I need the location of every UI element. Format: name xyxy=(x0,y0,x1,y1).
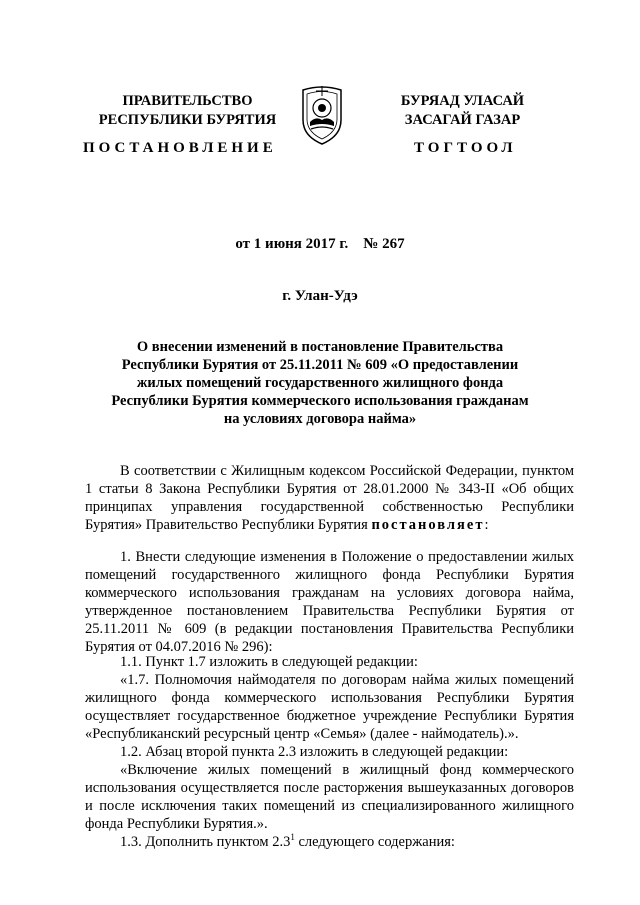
header-left-word: ПОСТАНОВЛЕНИЕ xyxy=(83,140,277,156)
preamble-text: В соответствии с Жилищным кодексом Российской Федерации, пунктом 1 статьи 8 Закона Республики Бурятия от 28.01.2000 № 343-II «Об общих принципах управления государственной собственностью Республики Бурятия» Правительство Республики Бурятия xyxy=(85,463,574,533)
document-title: О внесении изменений в постановление Правительства Республики Бурятия от 25.11.2011 № 609 «О предоставлении жилых помещений государственного жилищного фонда Республики Бурятия коммерческого использования гражданам на условиях договора найма» xyxy=(111,339,529,427)
header-right-word: ТОГТООЛ xyxy=(414,140,517,156)
header-left-line1: ПРАВИТЕЛЬСТВО xyxy=(122,93,253,109)
coat-of-arms-emblem xyxy=(299,82,345,146)
quote-2: «Включение жилых помещений в жилищный фонд коммерческого использования осуществляется после расторжения вышеуказанных договоров и после исключения таких помещений из специализированного жилищного фонда Республики Бурятия.». xyxy=(85,762,574,832)
preamble xyxy=(85,462,574,534)
item-1-3-text-end: следующего содержания: xyxy=(294,834,455,850)
header-right-line2: ЗАСАГАЙ ГАЗАР xyxy=(404,112,521,128)
quote-1: «1.7. Полномочия наймодателя по договорам найма жилых помещений жилищного фонда коммерческого использования Республики Бурятия осуществляет государственное бюджетное учреждение Республики Бурятия «Республиканский ресурсный центр «Семья» (далее - наймодатель).». xyxy=(85,672,574,742)
item-1-2: 1.2. Абзац второй пункта 2.3 изложить в следующей редакции: xyxy=(120,744,509,760)
item-1-3-superscript: 1 xyxy=(290,832,295,843)
city: г. Улан-Удэ xyxy=(282,288,358,304)
preamble-colon: : xyxy=(484,517,489,533)
header-left-line2: РЕСПУБЛИКИ БУРЯТИЯ xyxy=(98,112,277,128)
header-right xyxy=(380,92,545,130)
preamble-resolves: постановляет xyxy=(371,517,485,533)
date-number: от 1 июня 2017 г. № 267 xyxy=(235,236,405,252)
header-right-line1: БУРЯАД УЛАСАЙ xyxy=(400,93,525,109)
item-1-1: 1.1. Пункт 1.7 изложить в следующей редакции: xyxy=(120,654,418,670)
item-1-3 xyxy=(85,833,574,851)
item-1: 1. Внести следующие изменения в Положение о предоставлении жилых помещений государственного жилищного фонда Республики Бурятия коммерческого использования гражданам на условиях договора найма, утвержденное постановлением Правительства Республики Бурятия от 25.11.2011 № 609 (в редакции постановления Правительства Республики Бурятия от 04.07.2016 № 296): xyxy=(85,549,574,655)
header-left xyxy=(95,92,280,130)
item-1-3-text: 1.3. Дополнить пунктом 2.3 xyxy=(120,834,291,850)
